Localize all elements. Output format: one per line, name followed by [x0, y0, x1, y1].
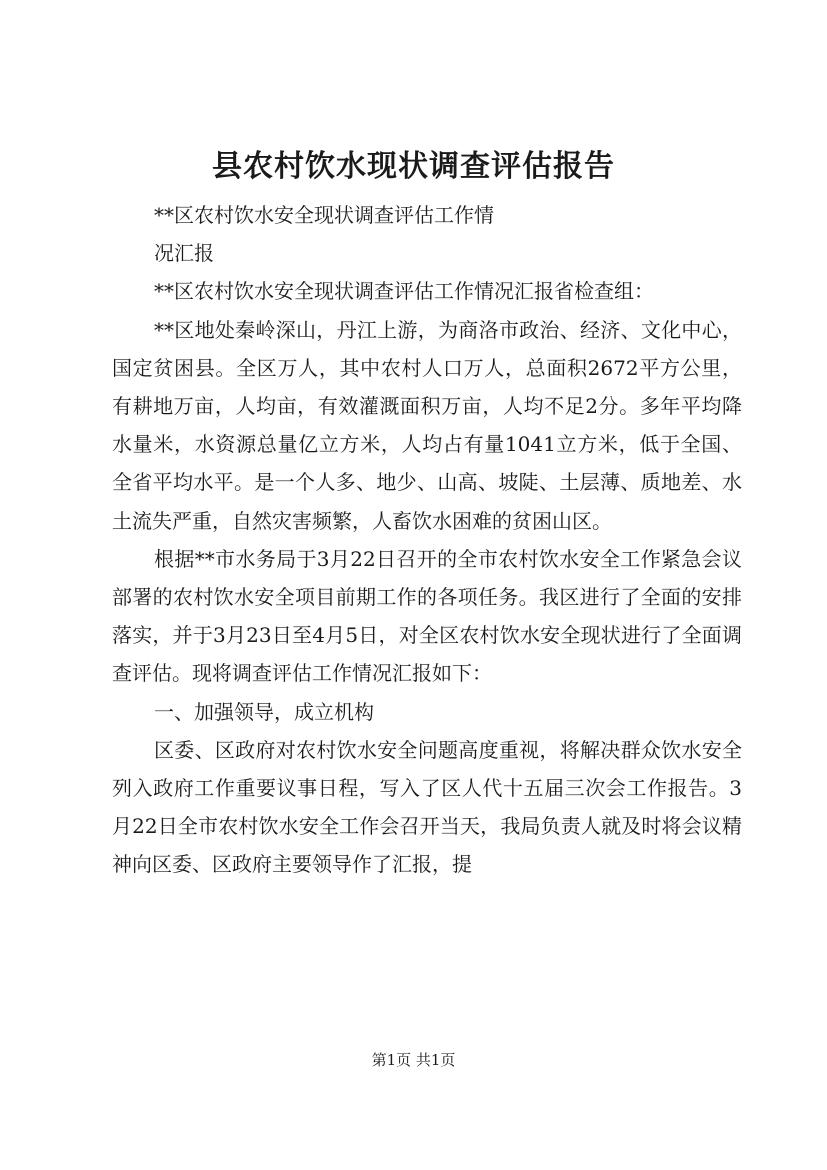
section-heading: 一、加强领导，成立机构	[154, 699, 374, 724]
paragraph: **区地处秦岭深山，丹江上游，为商洛市政治、经济、文化中心，国定贫困县。全区万人，其中农村人口万人，总面积2672平方公里，有耕地万亩，人均亩，有效灌溉面积万亩，人均不足2分。多年平均降水量米，水资源总量亿立方米，人均占有量1041立方米，低于全国、全省平均水平。是一个人多、地少、山高、坡陡、土层薄、质地差、水土流失严重，自然灾害频繁，人畜饮水困难的贫困山区。	[112, 317, 742, 533]
paragraph: 根据**市水务局于3月22日召开的全市农村饮水安全工作紧急会议部署的农村饮水安全项目前期工作的各项任务。我区进行了全面的安排落实，并于3月23日至4月5日，对全区农村饮水安全现状进行了全面调查评估。现将调查评估工作情况汇报如下：	[112, 546, 742, 686]
page-number-footer: 第1页 共1页	[371, 1051, 456, 1069]
paragraph: 区委、区政府对农村饮水安全问题高度重视，将解决群众饮水安全列入政府工作重要议事日程，写入了区人代十五届三次会工作报告。3月22日全市农村饮水安全工作会召开当天，我局负责人就及时将会议精神向区委、区政府主要领导作了汇报，提	[112, 737, 742, 877]
document-body	[112, 196, 742, 884]
paragraph: **区农村饮水安全现状调查评估工作情况汇报省检查组：	[154, 279, 654, 304]
document-title: 县农村饮水现状调查评估报告	[212, 149, 615, 184]
paragraph: 况汇报	[154, 241, 214, 266]
paragraph: **区农村饮水安全现状调查评估工作情	[154, 203, 494, 227]
